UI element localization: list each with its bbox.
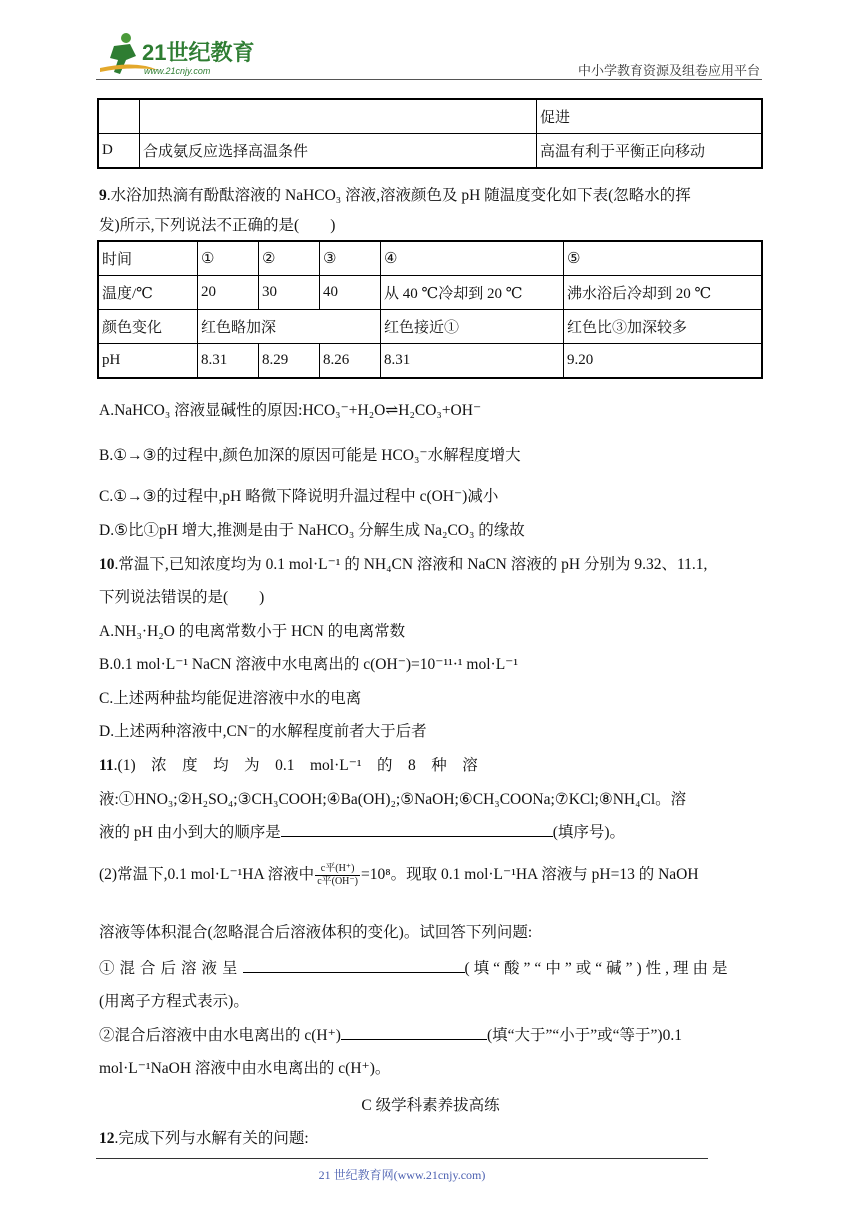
table-cell: 时间 [98,241,198,276]
q9-option-b: B.①→③的过程中,颜色加深的原因可能是 HCO₃⁻水解程度增大 [99,447,521,464]
q11-sub1 [99,956,732,978]
table-cell: D [98,134,140,169]
table-cell: 20 [198,276,259,310]
q11-line5: 溶液等体积混合(忽略混合后溶液体积的变化)。试回答下列问题: [99,924,533,941]
q11-sub2-line2: mol·L⁻¹NaOH 溶液中由水电离出的 c(H⁺)。 [99,1060,391,1077]
table-cell [140,99,537,134]
answer-blank[interactable] [243,958,465,973]
table-cell: 颜色变化 [98,310,198,344]
site-logo [96,30,266,80]
header-divider [96,79,762,80]
q11-sub1-line2: (用离子方程式表示)。 [99,993,249,1010]
table-cell: 沸水浴后冷却到 20 ℃ [564,276,763,310]
q10-stem-line2: 下列说法错误的是( ) [99,589,265,606]
table-cell: 红色比③加深较多 [564,310,763,344]
q9-data-table [97,240,763,379]
table-cell: ② [259,241,320,276]
table-row [98,134,762,169]
table-cell: 8.31 [198,344,259,379]
q10-stem-text: .常温下,已知浓度均为 0.1 mol·L⁻¹ 的 NH₄CN 溶液和 NaCN 溶液的 pH 分别为 9.32、11.1, [114,556,708,573]
q12-stem-text: .完成下列与水解有关的问题: [114,1130,309,1147]
q11-part2-suffix: =10⁸。现取 0.1 mol·L⁻¹HA 溶液与 pH=13 的 NaOH [361,866,699,883]
svg-text:21世纪教育: 21世纪教育 [142,40,255,65]
q11-line2: 液:①HNO₃;②H₂SO₄;③CH₃COOH;④Ba(OH)₂;⑤NaOH;⑥CH₃COONa;⑦KCl;⑧NH₄Cl。溶 [99,791,687,808]
footer-divider [96,1158,708,1159]
question-number: 12 [99,1130,115,1147]
q11-line3-suffix: (填序号)。 [552,824,626,841]
table-cell: 合成氨反应选择高温条件 [140,134,537,169]
table-cell: 促进 [537,99,763,134]
q10-stem-line1 [99,552,707,574]
table-cell: 40 [320,276,381,310]
concentration-ratio-fraction [315,863,360,888]
continued-table [97,98,763,169]
q9-stem-line1 [99,183,691,205]
q10-option-a: A.NH₃·H₂O 的电离常数小于 HCN 的电离常数 [99,623,406,640]
table-cell: 8.31 [381,344,564,379]
table-cell: ③ [320,241,381,276]
table-cell: ⑤ [564,241,763,276]
section-heading: C 级学科素养拔高练 [361,1097,500,1114]
q11-line3-text: 液的 pH 由小到大的顺序是 [99,824,281,841]
q11-sub1-text: ①混合后溶液呈 [99,960,243,977]
q12-stem [99,1126,309,1148]
q9-stem-text: .水浴加热滴有酚酞溶液的 NaHCO₃ 溶液,溶液颜色及 pH 随温度变化如下表(忽略水的挥 [106,187,691,204]
q9-stem-line2: 发)所示,下列说法不正确的是( ) [99,217,336,234]
table-cell: 红色略加深 [198,310,381,344]
fraction-numerator: c平(H⁺) [315,863,360,876]
table-row [98,99,762,134]
table-cell: 30 [259,276,320,310]
runner-logo-icon [96,30,266,80]
svg-text:www.21cnjy.com: www.21cnjy.com [144,66,211,76]
q11-sub2 [99,1023,682,1045]
table-cell: 从 40 ℃冷却到 20 ℃ [381,276,564,310]
q11-line1-text: .(1) 浓 度 均 为 0.1 mol·L⁻¹ 的 8 种 溶 [113,757,478,774]
table-cell: 红色接近① [381,310,564,344]
q11-sub2-text: ②混合后溶液中由水电离出的 c(H⁺) [99,1027,341,1044]
fraction-denominator: c平(OH⁻) [317,875,359,887]
q9-option-a: A.NaHCO₃ 溶液显碱性的原因:HCO₃⁻+H₂O⇌H₂CO₃+OH⁻ [99,402,482,419]
header-platform-text: 中小学教育资源及组卷应用平台 [577,63,760,78]
question-number: 9 [99,187,107,204]
answer-blank[interactable] [341,1025,487,1040]
question-number: 10 [99,556,115,573]
table-cell: 温度/℃ [98,276,198,310]
table-row [98,344,762,379]
q10-option-d: D.上述两种溶液中,CN⁻的水解程度前者大于后者 [99,723,427,740]
question-number: 11 [99,757,114,774]
table-cell: 8.26 [320,344,381,379]
q10-option-c: C.上述两种盐均能促进溶液中水的电离 [99,690,362,707]
q11-sub2-suffix: (填“大于”“小于”或“等于”)0.1 [486,1027,682,1044]
q11-part2-line [99,862,699,888]
table-cell: ④ [381,241,564,276]
table-cell: pH [98,344,198,379]
q9-option-d: D.⑤比①pH 增大,推测是由于 NaHCO₃ 分解生成 Na₂CO₃ 的缘故 [99,522,525,539]
q10-option-b: B.0.1 mol·L⁻¹ NaCN 溶液中水电离出的 c(OH⁻)=10⁻¹¹·¹ mol·L⁻¹ [99,656,519,673]
table-row [98,310,762,344]
q11-line3 [99,820,625,842]
footer-text: 21 世纪教育网(www.21cnjy.com) [318,1168,486,1182]
table-cell: 8.29 [259,344,320,379]
table-cell [98,99,140,134]
q11-sub1-suffix: (填“酸”“中”或“碱”)性,理由是 [464,960,732,977]
q11-line1 [99,753,478,775]
table-row [98,241,762,276]
q9-option-c: C.①→③的过程中,pH 略微下降说明升温过程中 c(OH⁻)减小 [99,488,499,505]
answer-blank[interactable] [281,822,553,837]
table-cell: 高温有利于平衡正向移动 [537,134,763,169]
q11-part2-text: (2)常温下,0.1 mol·L⁻¹HA 溶液中 [99,866,315,883]
table-cell: 9.20 [564,344,763,379]
table-cell: ① [198,241,259,276]
table-row [98,276,762,310]
